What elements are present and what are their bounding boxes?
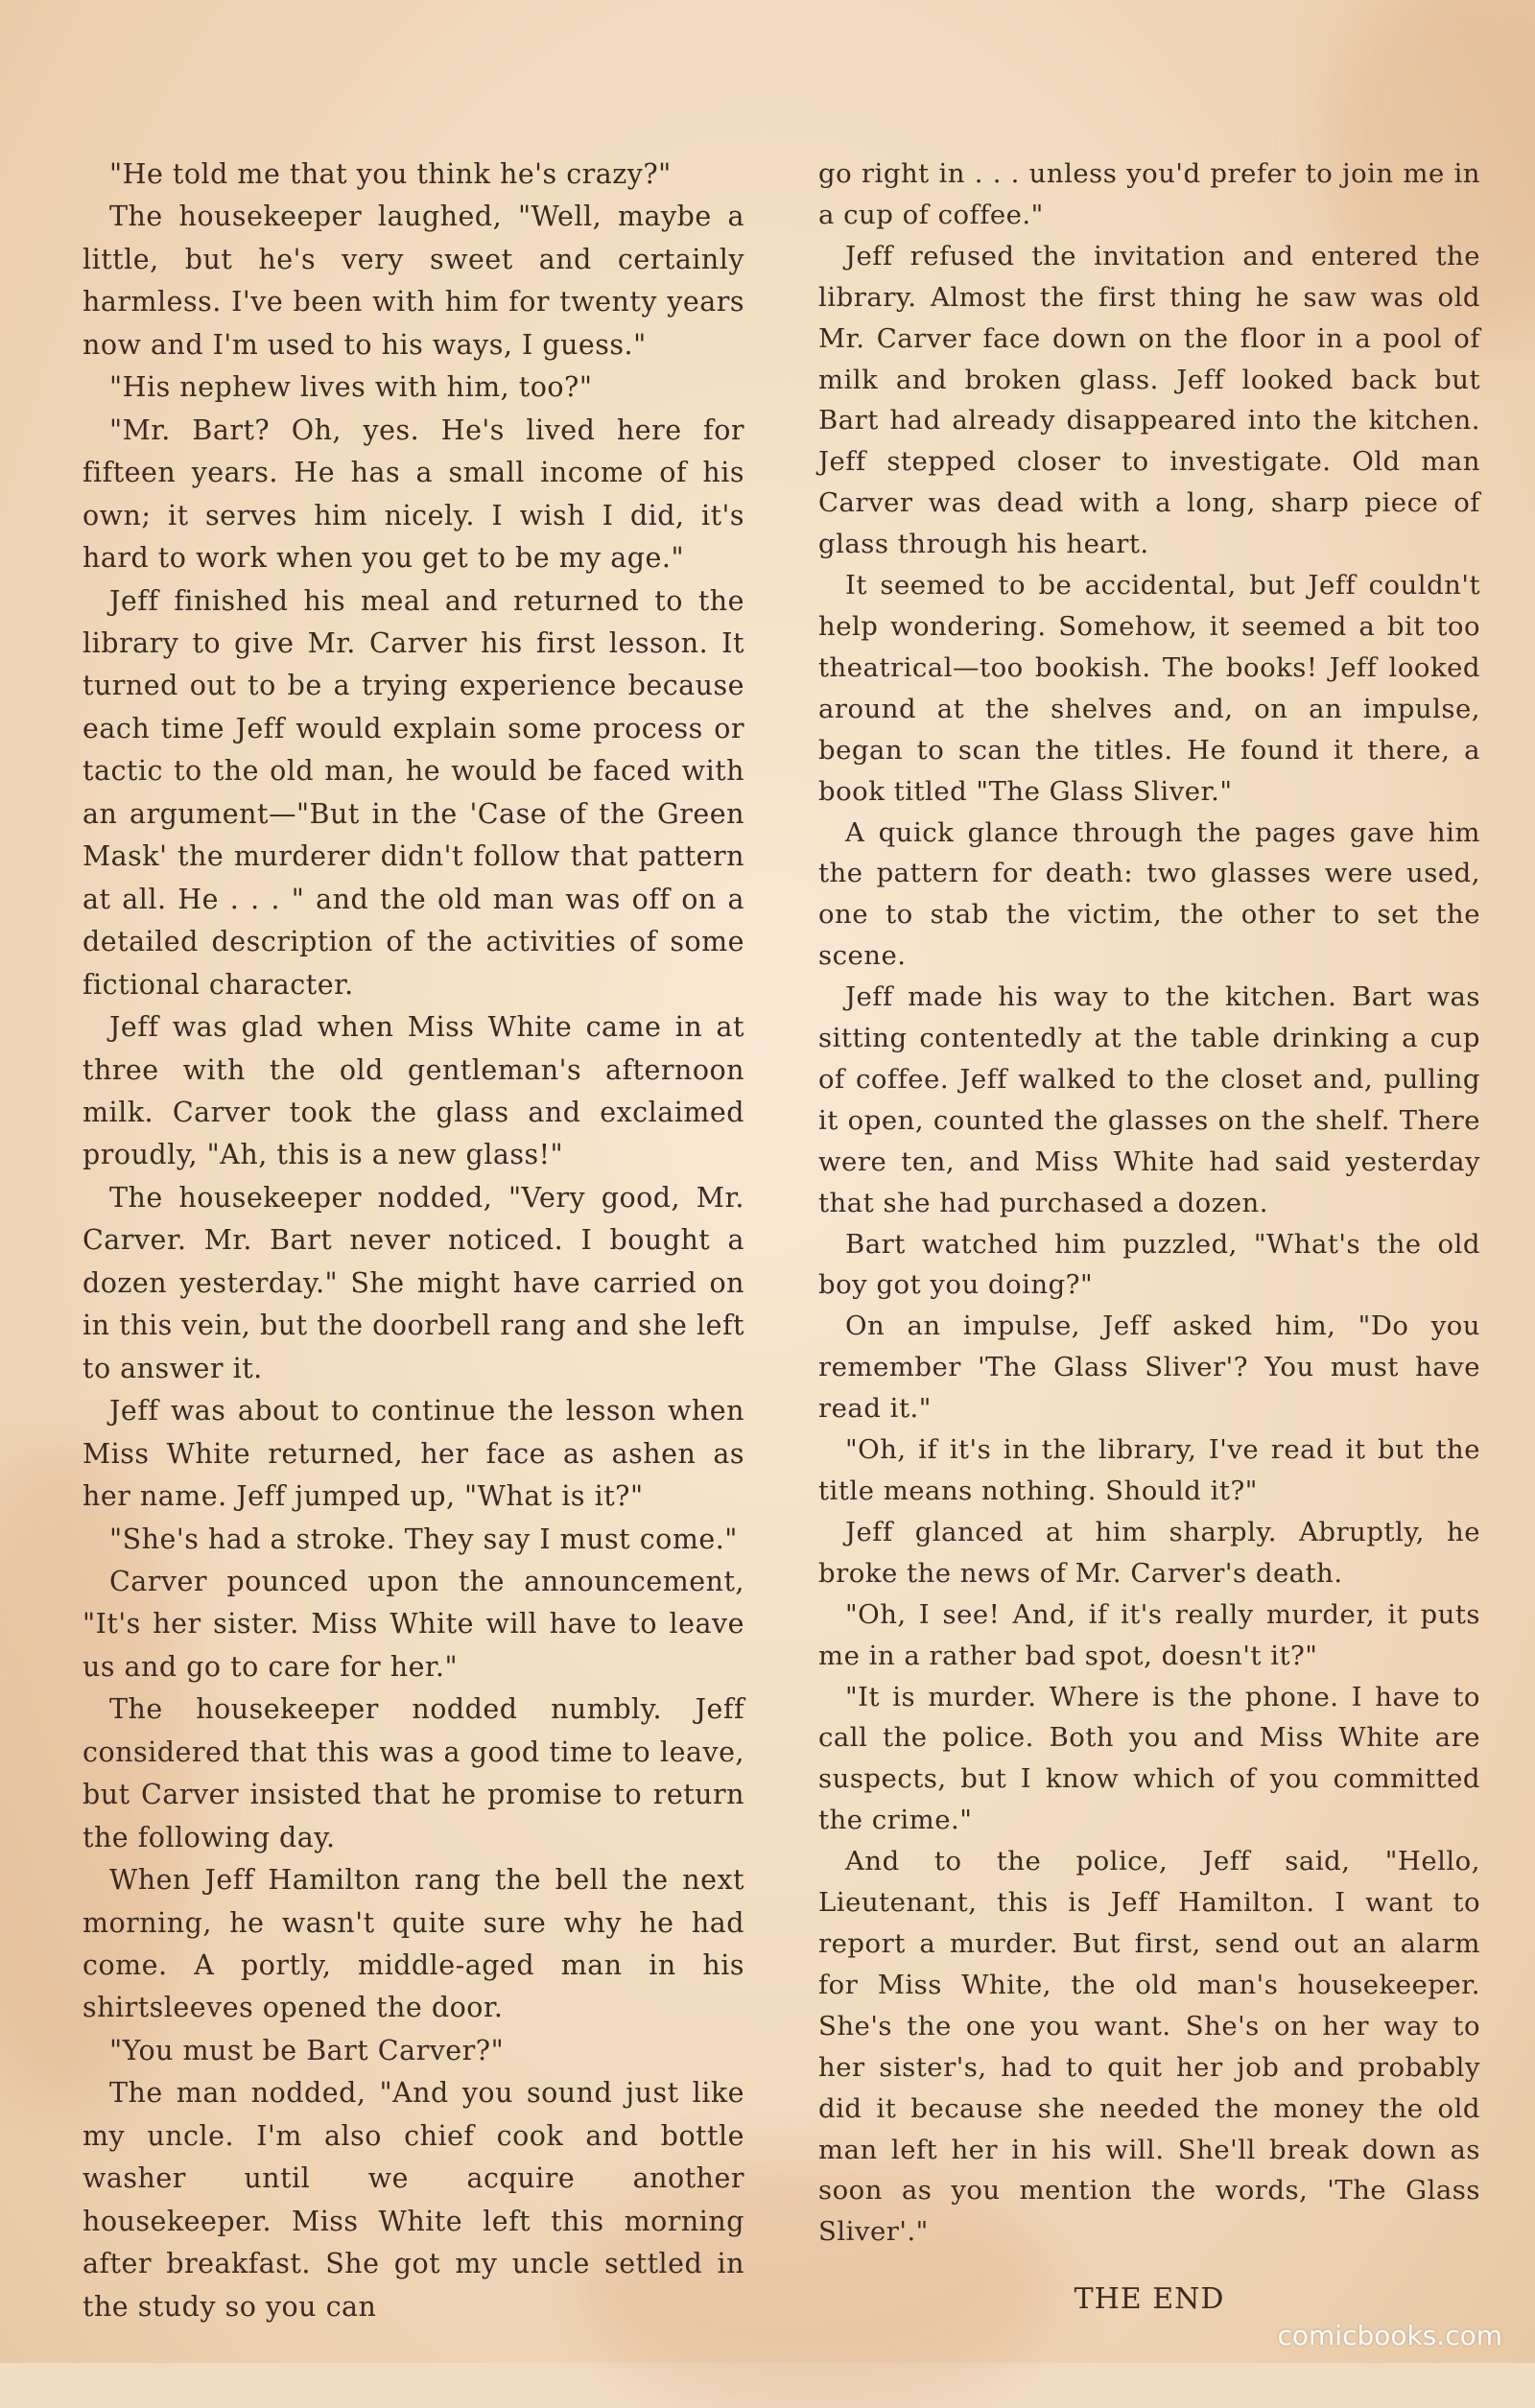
paragraph: The housekeeper nodded, "Very good, Mr. Carver. Mr. Bart never noticed. I bought a dozen yesterday." She might have carried on in this vein, but the doorbell rang and she left to answer it. xyxy=(83,1181,744,1384)
paragraph: On an impulse, Jeff asked him, "Do you remember 'The Glass Sliver'? You must have read it." xyxy=(818,1310,1480,1425)
continued-paragraph: go right in . . . unless you'd prefer to join me in a cup of coffee." xyxy=(818,158,1480,230)
paragraph: "You must be Bart Carver?" xyxy=(109,2034,505,2066)
paragraph: Jeff made his way to the kitchen. Bart was sitting contentedly at the table drinking a cup of coffee. Jeff walked to the closet and, pulling it open, counted the glasses on the shelf. There were ten, and Miss White had said yesterday that she had purchased a dozen. xyxy=(818,981,1480,1218)
paragraph: Jeff was glad when Miss White came in at three with the old gentleman's afternoon milk. Carver took the glass and exclaimed proudly, "Ah, this is a new glass!" xyxy=(83,1011,744,1171)
paragraph: "It is murder. Where is the phone. I have to call the police. Both you and Miss White are suspects, but I know which of you committed the crime." xyxy=(818,1681,1480,1836)
paragraph: "Oh, if it's in the library, I've read it but the title means nothing. Should it?" xyxy=(818,1434,1480,1506)
paragraph: "Oh, I see! And, if it's really murder, it puts me in a rather bad spot, doesn't it?" xyxy=(818,1598,1480,1671)
the-end-label: THE END xyxy=(1074,2282,1225,2316)
paragraph: Bart watched him puzzled, "What's the old boy got you doing?" xyxy=(818,1228,1480,1301)
paragraph: "His nephew lives with him, too?" xyxy=(109,371,593,404)
paragraph: The housekeeper laughed, "Well, maybe a little, but he's very sweet and certainly harmless. I've been with him for twenty years now and I'm used to his ways, I guess." xyxy=(83,201,744,361)
watermark: comicbooks.com xyxy=(1277,2320,1502,2351)
paragraph: "She's had a stroke. They say I must come." xyxy=(109,1523,738,1555)
paragraph: Jeff refused the invitation and entered the library. Almost the first thing he saw was old Mr. Carver face down on the floor in a pool of milk and broken glass. Jeff looked back but Bart had already disappeared into the kitchen. Jeff stepped closer to investigate. Old man Carver was dead with a long, sharp piece of glass through his heart. xyxy=(818,240,1480,560)
left-text-column xyxy=(83,153,744,2328)
paragraph: Jeff finished his meal and returned to the library to give Mr. Carver his first lesson. It turned out to be a trying experience because each time Jeff would explain some process or tactic to the old man, he would be faced with an argument—"But in the 'Case of the Green Mask' the murderer didn't follow that pattern at all. He . . . " and the old man was off on a detailed description of the activities of some fictional character. xyxy=(83,584,744,1001)
paragraph: Jeff was about to continue the lesson when Miss White returned, her face as ashen as her name. Jeff jumped up, "What is it?" xyxy=(83,1395,744,1513)
right-text-column xyxy=(818,153,1480,2253)
paragraph: It seemed to be accidental, but Jeff couldn't help wondering. Somehow, it seemed a bit too theatrical—too bookish. The books! Jeff looked around at the shelves and, on an impulse, began to scan the titles. He found it there, a book titled "The Glass Sliver." xyxy=(818,570,1480,807)
paragraph: When Jeff Hamilton rang the bell the next morning, he wasn't quite sure why he had come. A portly, middle-aged man in his shirtsleeves opened the door. xyxy=(83,1864,744,2024)
paragraph: Jeff glanced at him sharply. Abruptly, he broke the news of Mr. Carver's death. xyxy=(818,1516,1480,1589)
paragraph: The man nodded, "And you sound just like my uncle. I'm also chief cook and bottle washer until we acquire another housekeeper. Miss White left this morning after breakfast. She got my uncle settled in the study so you can xyxy=(83,2077,744,2323)
paragraph: The housekeeper nodded numbly. Jeff considered that this was a good time to leave, but Carver insisted that he promise to return the following day. xyxy=(83,1693,744,1853)
paragraph: "Mr. Bart? Oh, yes. He's lived here for fifteen years. He has a small income of his own; it serves him nicely. I wish I did, it's hard to work when you get to be my age." xyxy=(83,413,744,575)
paragraph: "He told me that you think he's crazy?" xyxy=(109,158,672,190)
paragraph: A quick glance through the pages gave him the pattern for death: two glasses were used, one to stab the victim, the other to set the scene. xyxy=(818,816,1480,972)
paragraph: Carver pounced upon the announcement, "It's her sister. Miss White will have to leave us and go to care for her." xyxy=(83,1565,744,1683)
paragraph: And to the police, Jeff said, "Hello, Lieutenant, this is Jeff Hamilton. I want to report a murder. But first, send out an alarm for Miss White, the old man's housekeeper. She's the one you want. She's on her way to her sister's, had to quit her job and probably did it because she needed the money the old man left her in his will. She'll break down as soon as you mention the words, 'The Glass Sliver'." xyxy=(818,1846,1480,2248)
